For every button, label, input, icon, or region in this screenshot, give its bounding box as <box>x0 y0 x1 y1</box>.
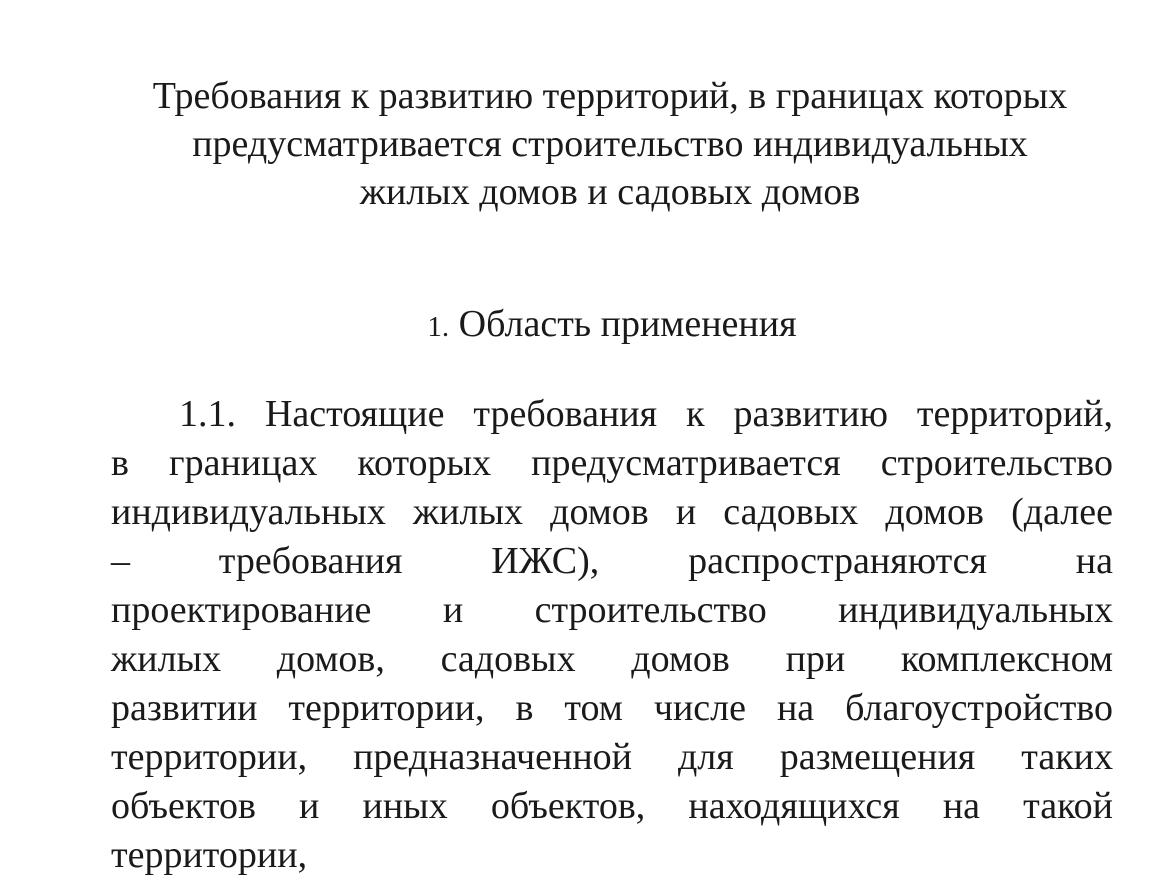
paragraph-line: индивидуальных жилых домов и садовых домов (далее <box>111 491 1113 533</box>
paragraph-line: – требования ИЖС), распространяются на <box>111 540 1113 582</box>
section-title: Область применения <box>458 303 797 345</box>
paragraph-line: проектирование и строительство индивидуальных <box>111 589 1113 631</box>
section-number: 1. <box>427 311 450 343</box>
paragraph-line: объектов и иных объектов, находящихся на такой <box>111 785 1113 827</box>
paragraph-line: в границах которых предусматривается строительство <box>111 442 1113 484</box>
title-line: жилых домов и садовых домов <box>359 171 861 213</box>
section-heading <box>0 300 1170 351</box>
title-line: предусматривается строительство индивидуальных <box>192 123 1028 165</box>
clause-paragraph <box>111 390 1113 880</box>
document-title <box>60 72 1160 216</box>
paragraph-line: территории, <box>111 834 308 876</box>
paragraph-line: территории, предназначенной для размещения таких <box>111 736 1113 778</box>
paragraph-line: жилых домов, садовых домов при комплексном <box>111 638 1113 680</box>
paragraph-line: развитии территории, в том числе на благоустройство <box>111 687 1113 729</box>
title-line: Требования к развитию территорий, в границах которых <box>152 75 1068 117</box>
paragraph-line: 1.1. Настоящие требования к развитию территорий, <box>179 393 1113 435</box>
